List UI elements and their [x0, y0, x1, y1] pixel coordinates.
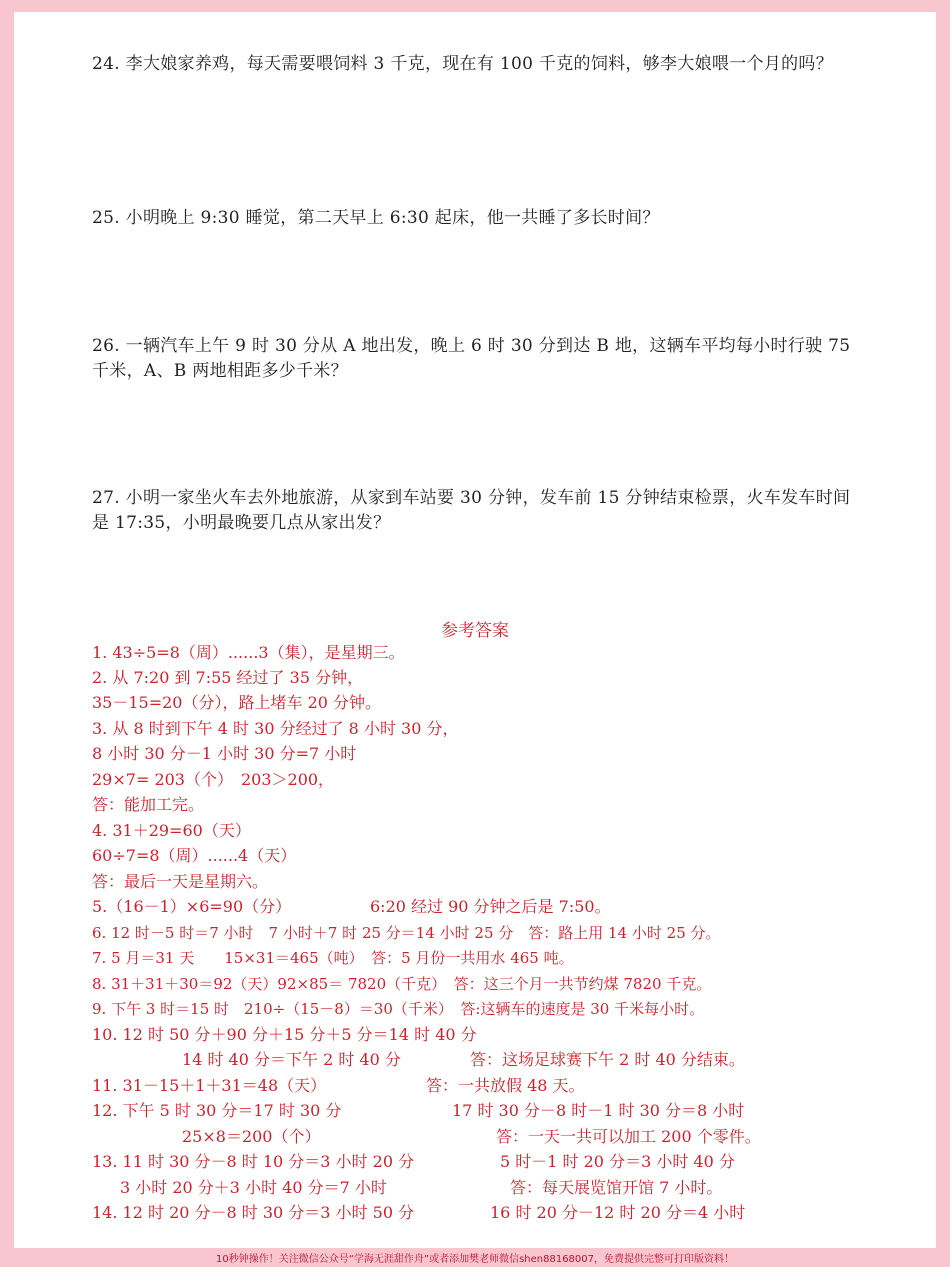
answer-10-line-1: 10. 12 时 50 分＋90 分＋15 分＋5 分＝14 时 40 分	[92, 1025, 477, 1044]
answer-3-line-1: 3. 从 8 时到下午 4 时 30 分经过了 8 小时 30 分，	[92, 719, 459, 738]
question-27: 27. 小明一家坐火车去外地旅游，从家到车站要 30 分钟，发车前 15 分钟结束检票，火车发车时间是 17:35，小明最晚要几点从家出发？	[92, 488, 851, 533]
answer-4-line-1: 4. 31＋29=60（天）	[92, 821, 251, 840]
answer-7: 7. 5 月＝31 天 15×31＝465（吨） 答：5 月份一共用水 465 吨。	[92, 949, 574, 967]
answer-13-line-2b: 答：每天展览馆开馆 7 小时。	[510, 1178, 723, 1197]
answer-3-line-3: 29×7= 203（个） 203＞200，	[92, 770, 335, 789]
answer-12-line-1a: 12. 下午 5 时 30 分＝17 时 30 分	[92, 1101, 342, 1120]
question-26: 26. 一辆汽车上午 9 时 30 分从 A 地出发，晚上 6 时 30 分到达 B 地，这辆车平均每小时行驶 75 千米，A、B 两地相距多少千米？	[92, 336, 851, 381]
answer-5-part-b: 6:20 经过 90 分钟之后是 7:50。	[370, 897, 611, 916]
answer-10-line-2a: 14 时 40 分＝下午 2 时 40 分	[182, 1050, 401, 1069]
answer-4-line-2: 60÷7=8（周）......4（天）	[92, 846, 297, 865]
answer-12-line-2b: 答：一天一共可以加工 200 个零件。	[496, 1127, 761, 1146]
answer-14-part-b: 16 时 20 分－12 时 20 分＝4 小时	[490, 1203, 746, 1222]
answer-10-line-2b: 答：这场足球赛下午 2 时 40 分结束。	[470, 1050, 745, 1069]
answer-12-line-2a: 25×8＝200（个）	[182, 1127, 321, 1146]
answer-13-line-1a: 13. 11 时 30 分－8 时 10 分＝3 小时 20 分	[92, 1152, 415, 1171]
answer-13-line-2a: 3 小时 20 分＋3 小时 40 分＝7 小时	[120, 1178, 387, 1197]
answer-9: 9. 下午 3 时＝15 时 210÷（15－8）＝30（千米） 答:这辆车的速度是 30 千米每小时。	[92, 1000, 705, 1018]
answer-key-title: 参考答案	[441, 621, 509, 641]
answer-14-part-a: 14. 12 时 20 分－8 时 30 分＝3 小时 50 分	[92, 1203, 415, 1222]
answer-12-line-1b: 17 时 30 分－8 时－1 时 30 分＝8 小时	[452, 1101, 745, 1120]
answer-2-line-2: 35－15=20（分），路上堵车 20 分钟。	[92, 693, 382, 712]
answer-4-line-3: 答：最后一天是星期六。	[92, 872, 269, 891]
answer-1: 1. 43÷5=8（周）......3（集），是星期三。	[92, 643, 405, 662]
answer-2-line-1: 2. 从 7:20 到 7:55 经过了 35 分钟，	[92, 668, 364, 687]
answer-3-line-2: 8 小时 30 分－1 小时 30 分=7 小时	[92, 744, 357, 763]
answer-6: 6. 12 时－5 时＝7 小时 7 小时＋7 时 25 分＝14 小时 25 分 答：路上用 14 小时 25 分。	[92, 924, 721, 942]
question-24: 24. 李大娘家养鸡，每天需要喂饲料 3 千克，现在有 100 千克的饲料，够李大娘喂一个月的吗？	[92, 54, 834, 74]
worksheet-page	[14, 12, 936, 1248]
answer-11-part-a: 11. 31－15＋1＋31＝48（天）	[92, 1076, 327, 1095]
footer-notice: 10秒钟操作！关注微信公众号“学海无涯甜作舟”或者添加樊老师微信shen88168007，免费提供完整可打印版资料！	[215, 1254, 735, 1265]
answer-8: 8. 31＋31＋30＝92（天）92×85＝ 7820（千克） 答：这三个月一共节约煤 7820 千克。	[92, 975, 712, 993]
answer-11-part-b: 答：一共放假 48 天。	[426, 1076, 585, 1095]
question-25: 25. 小明晚上 9:30 睡觉，第二天早上 6:30 起床，他一共睡了多长时间？	[92, 208, 660, 228]
answer-3-line-4: 答：能加工完。	[92, 795, 205, 814]
answer-13-line-1b: 5 时－1 时 20 分＝3 小时 40 分	[500, 1152, 735, 1171]
answer-5-part-a: 5.（16－1）×6=90（分）	[92, 897, 292, 916]
